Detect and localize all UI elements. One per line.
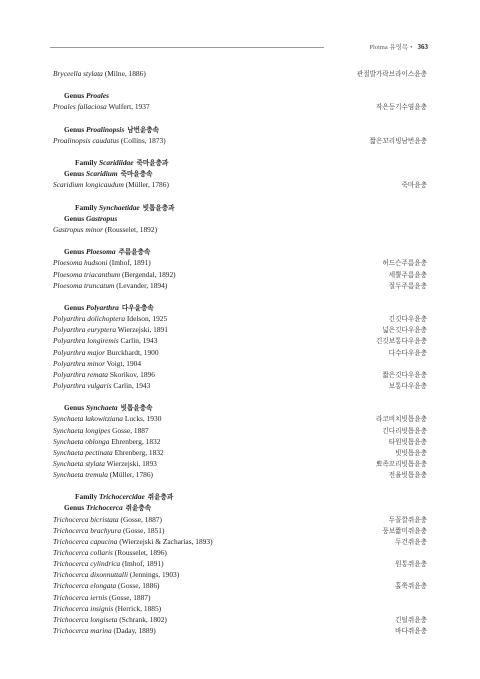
taxon-name: Polyarthra — [86, 302, 119, 312]
korean-name: 허드슨주름윤충 — [382, 260, 427, 268]
species-entry — [53, 347, 427, 358]
korean-name: 짧은꼬리빙남번윤충 — [369, 137, 427, 145]
running-header — [369, 42, 428, 51]
species-entry — [53, 425, 427, 436]
taxon-name: Scaridium — [86, 169, 118, 179]
species-name-block — [53, 603, 161, 614]
scientific-name: Trichocerca bicristata — [53, 514, 119, 524]
taxon-rank: Genus — [64, 302, 85, 312]
species-name-block — [53, 547, 167, 558]
taxon-rank: Genus — [64, 503, 85, 513]
taxon-rank: Family — [75, 158, 98, 168]
species-entry — [53, 101, 427, 112]
scientific-name: Trichocerca longiseta — [53, 614, 118, 624]
species-name-block — [53, 458, 157, 469]
species-name-block — [53, 335, 157, 346]
korean-name: 절두주름윤충 — [388, 282, 427, 290]
authority: (Daday, 1889) — [113, 626, 156, 636]
taxon-name: Scaridiidae — [99, 158, 134, 168]
species-entry — [53, 514, 427, 525]
authority: (Gosse, 1887) — [108, 592, 151, 602]
taxon-korean-name: 쥐윤충과 — [147, 494, 174, 502]
genus-heading — [53, 124, 427, 135]
authority: (Müller, 1786) — [125, 180, 169, 190]
authority: (Gosse, 1851) — [122, 525, 165, 535]
authority: (Schrank, 1802) — [119, 614, 167, 624]
authority: (Rousselet, 1892) — [104, 224, 158, 234]
taxon-name: Synchaetidae — [99, 202, 140, 212]
species-entry — [53, 269, 427, 280]
section-gap — [53, 391, 427, 402]
family-heading — [53, 157, 427, 168]
scientific-name: Ploesoma truncatum — [53, 280, 115, 290]
scientific-name: Synchaeta oblonga — [53, 436, 110, 446]
species-entry — [53, 335, 427, 346]
scientific-name: Polyarthra euryptera — [53, 325, 117, 335]
taxon-name: Proalinopsis — [86, 124, 125, 134]
species-name-block — [53, 269, 176, 280]
taxon-korean-name: 쥐윤충속 — [125, 505, 152, 513]
species-entry — [53, 469, 427, 480]
species-name-block — [53, 257, 151, 268]
section-gap — [53, 79, 427, 90]
taxon-korean-name: 다우윤충속 — [121, 304, 154, 312]
authority: (Wierzejski & Zacharias, 1893) — [119, 536, 213, 546]
section-gap — [53, 146, 427, 157]
authority: Wulfert, 1937 — [108, 102, 150, 112]
species-name-block — [53, 447, 164, 458]
species-name-block — [53, 101, 150, 112]
species-name-block — [53, 558, 164, 569]
authority: (Imhof, 1891) — [109, 258, 151, 268]
header-rule — [50, 47, 324, 48]
korean-name: 긴다리빗톱윤충 — [382, 427, 427, 435]
taxon-name: Ploesoma — [86, 247, 116, 257]
korean-name: 세뿔주름윤충 — [388, 271, 427, 279]
korean-name: 작은등기수염윤충 — [376, 104, 427, 112]
korean-name: 짧은깃다우윤충 — [382, 371, 427, 379]
korean-name: 뭉보짧미쥐윤충 — [382, 527, 427, 535]
species-entry — [53, 592, 427, 603]
species-entry — [53, 224, 427, 235]
species-entry — [53, 413, 427, 424]
section-gap — [53, 113, 427, 124]
genus-heading — [53, 90, 427, 101]
species-entry — [53, 603, 427, 614]
authority: Wierzejski, 1893 — [106, 458, 157, 468]
scientific-name: Polyarthra minor — [53, 358, 105, 368]
genus-heading — [53, 213, 427, 224]
taxon-korean-name: 죽마윤충속 — [120, 171, 153, 179]
species-name-block — [53, 436, 160, 447]
authority: (Herrick, 1885) — [115, 603, 162, 613]
authority: (Milne, 1886) — [104, 69, 146, 78]
scientific-name: Ploesoma triacanthum — [53, 269, 121, 279]
species-name-block — [53, 525, 164, 536]
species-name-block — [53, 514, 162, 525]
taxon-name: Trichocerca — [86, 503, 123, 513]
species-checklist — [53, 68, 427, 636]
taxon-korean-name: 남번윤충속 — [127, 126, 160, 134]
authority: (Gosse, 1886) — [118, 581, 160, 591]
korean-name: 긴깃보통다우윤충 — [376, 338, 427, 346]
section-gap — [53, 235, 427, 246]
taxon-rank: Genus — [64, 247, 85, 257]
taxon-rank: Genus — [64, 213, 85, 223]
species-name-block — [53, 179, 169, 190]
authority: (Jennings, 1903) — [129, 570, 180, 580]
authority: Lucks, 1930 — [124, 414, 162, 424]
page-number: 363 — [417, 43, 428, 51]
taxon-korean-name: 빗톱윤충과 — [142, 204, 175, 212]
species-entry — [53, 68, 427, 79]
authority: Wierzejski, 1891 — [117, 325, 168, 335]
genus-heading — [53, 168, 427, 179]
species-name-block — [53, 369, 155, 380]
species-name-block — [53, 580, 159, 591]
scientific-name: Polyarthra vulgaris — [53, 380, 112, 390]
scientific-name: Polyarthra dolichoptera — [53, 314, 126, 324]
species-name-block — [53, 614, 167, 625]
taxon-name: Gastropus — [86, 213, 118, 223]
authority: Gosse, 1887 — [112, 425, 149, 435]
species-entry — [53, 135, 427, 146]
species-entry — [53, 380, 427, 391]
section-gap — [53, 191, 427, 202]
authority: (Gosse, 1887) — [120, 514, 162, 524]
scientific-name: Trichocerca marina — [53, 626, 112, 636]
species-entry — [53, 547, 427, 558]
scientific-name: Synchaeta pectinata — [53, 447, 113, 457]
korean-name: 넓은깃다우윤충 — [382, 327, 427, 335]
species-entry — [53, 436, 427, 447]
korean-name: 관절발가락브라이스윤충 — [356, 71, 427, 78]
authority: (Bergendal, 1892) — [122, 269, 176, 279]
authority: (Collins, 1873) — [120, 135, 166, 145]
species-entry — [53, 458, 427, 469]
taxon-rank: Genus — [64, 403, 85, 413]
scientific-name: Synchaeta lakowitziana — [53, 414, 123, 424]
korean-name: 긴깃다우윤충 — [388, 316, 427, 324]
authority: Skorikov, 1896 — [109, 369, 155, 379]
species-entry — [53, 614, 427, 625]
taxon-name: Proales — [86, 91, 109, 101]
family-heading — [53, 202, 427, 213]
authority: (Imhof, 1891) — [122, 559, 164, 569]
scientific-name: Trichocerca cylindrica — [53, 559, 121, 569]
species-name-block — [53, 347, 159, 358]
korean-name: 홀쭉쥐윤충 — [395, 583, 427, 591]
authority: Carlin, 1943 — [120, 336, 158, 346]
species-name-block — [53, 592, 150, 603]
species-name-block — [53, 425, 149, 436]
authority: Carlin, 1943 — [113, 380, 151, 390]
korean-name: 타원빗톱윤충 — [388, 438, 427, 446]
taxon-rank: Family — [75, 492, 98, 502]
scientific-name: Trichocerca insignis — [53, 603, 114, 613]
scientific-name: Trichocerca dixonnuttalli — [53, 570, 129, 580]
species-entry — [53, 257, 427, 268]
species-name-block — [53, 569, 179, 580]
species-entry — [53, 447, 427, 458]
korean-name: 죽마윤충 — [401, 182, 427, 190]
korean-name: 바다쥐윤충 — [395, 628, 427, 636]
taxon-korean-name: 주름윤충속 — [118, 249, 151, 257]
species-entry — [53, 313, 427, 324]
korean-name: 빗빗톱윤충 — [395, 449, 427, 457]
species-entry — [53, 280, 427, 291]
scientific-name: Trichocerca collaris — [53, 548, 113, 558]
taxon-korean-name: 빗톱윤충속 — [120, 405, 153, 413]
korean-name: 전율빗톱윤충 — [388, 472, 427, 480]
korean-name: 두꼴깔쥐윤충 — [388, 516, 427, 524]
scientific-name: Gastropus minor — [53, 224, 104, 234]
page-header — [50, 42, 428, 54]
scientific-name: Bryceella stylata — [53, 69, 103, 78]
genus-heading — [53, 246, 427, 257]
species-entry — [53, 569, 427, 580]
species-entry — [53, 179, 427, 190]
scientific-name: Synchaeta stylata — [53, 458, 105, 468]
species-name-block — [53, 224, 157, 235]
species-name-block — [53, 280, 167, 291]
species-name-block — [53, 469, 153, 480]
scientific-name: Ploesoma hudsoni — [53, 258, 108, 268]
species-entry — [53, 369, 427, 380]
species-name-block — [53, 358, 141, 369]
taxon-name: Synchaeta — [86, 403, 118, 413]
scientific-name: Proalinopsis caudatus — [53, 135, 120, 145]
korean-name: 두건쥐윤충 — [395, 538, 427, 546]
species-entry — [53, 580, 427, 591]
scientific-name: Proales fallaciosa — [53, 102, 107, 112]
species-entry — [53, 358, 427, 369]
genus-heading — [53, 502, 427, 513]
species-name-block — [53, 324, 168, 335]
taxon-korean-name: 죽마윤충과 — [136, 160, 169, 168]
authority: Ehrenberg, 1832 — [111, 436, 161, 446]
species-entry — [53, 324, 427, 335]
taxon-name: Trichocercidae — [99, 492, 145, 502]
taxon-rank: Genus — [64, 124, 85, 134]
authority: Burckhardt, 1900 — [106, 347, 159, 357]
species-entry — [53, 625, 427, 636]
species-name-block — [53, 313, 167, 324]
scientific-name: Polyarthra remata — [53, 369, 108, 379]
scientific-name: Trichocerca elongata — [53, 581, 117, 591]
korean-name: 보통다우윤충 — [388, 382, 427, 390]
species-name-block — [53, 135, 166, 146]
section-gap — [53, 480, 427, 491]
scientific-name: Trichocerca capucina — [53, 536, 118, 546]
species-entry — [53, 536, 427, 547]
running-title: Ploima 유영목 — [369, 44, 409, 51]
species-name-block — [53, 536, 213, 547]
species-name-block — [53, 380, 150, 391]
scientific-name: Trichocerca iernis — [53, 592, 108, 602]
authority: (Müller, 1786) — [109, 470, 154, 480]
species-entry — [53, 525, 427, 536]
scientific-name: Scaridium longicaudum — [53, 180, 124, 190]
authority: Idelson, 1925 — [126, 314, 168, 324]
scientific-name: Trichocerca brachyura — [53, 525, 122, 535]
species-name-block — [53, 413, 161, 424]
species-entry — [53, 558, 427, 569]
authority: Voigt, 1904 — [106, 358, 142, 368]
species-name-block — [53, 68, 146, 79]
taxon-rank: Genus — [64, 91, 85, 101]
header-separator: • — [410, 44, 413, 51]
taxon-rank: Genus — [64, 169, 85, 179]
korean-name: 긴털쥐윤충 — [395, 616, 427, 624]
scientific-name: Polyarthra longiremis — [53, 336, 119, 346]
korean-name: 라코비치빗톱윤충 — [376, 416, 427, 424]
taxon-rank: Family — [75, 202, 98, 212]
korean-name: 다수다우윤충 — [388, 349, 427, 357]
authority: Ehrenberg, 1832 — [114, 447, 164, 457]
korean-name: 뾰족꼬리빗톱윤충 — [376, 460, 427, 468]
scientific-name: Polyarthra major — [53, 347, 105, 357]
section-gap — [53, 291, 427, 302]
genus-heading — [53, 402, 427, 413]
scientific-name: Synchaeta tremula — [53, 470, 108, 480]
authority: (Rousselet, 1896) — [114, 548, 167, 558]
family-heading — [53, 491, 427, 502]
species-name-block — [53, 625, 156, 636]
authority: (Levander, 1894) — [116, 280, 168, 290]
genus-heading — [53, 302, 427, 313]
korean-name: 원통쥐윤충 — [395, 561, 427, 569]
scientific-name: Synchaeta longipes — [53, 425, 111, 435]
